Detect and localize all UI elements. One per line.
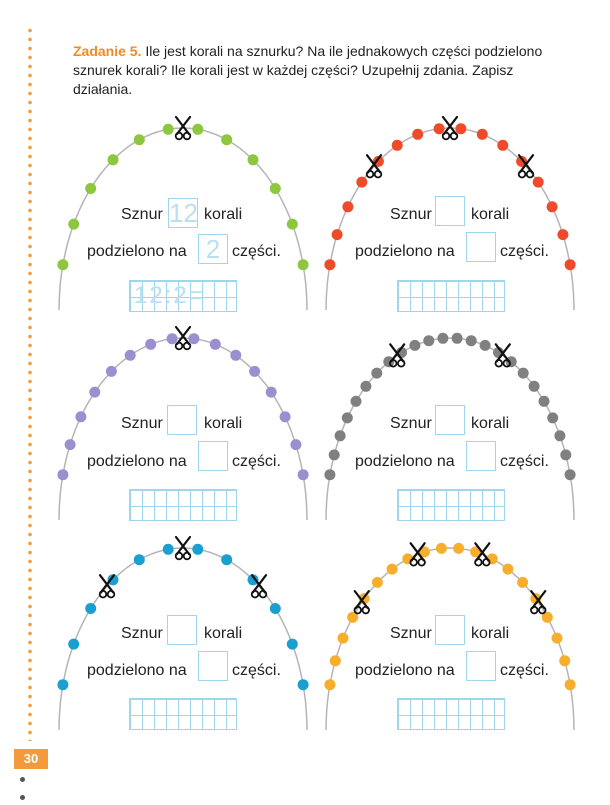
- line2-prefix: podzielono na: [87, 243, 187, 260]
- equation-grid[interactable]: [129, 489, 237, 521]
- line1-prefix: Sznur: [390, 625, 432, 642]
- line2-suffix: części.: [500, 453, 549, 470]
- bead: [466, 335, 477, 346]
- parts-box[interactable]: [466, 232, 496, 262]
- bead: [480, 340, 491, 351]
- equation-grid[interactable]: [129, 698, 237, 730]
- bead: [68, 639, 79, 650]
- parts-box[interactable]: [198, 234, 228, 264]
- bead-count-box[interactable]: [435, 196, 465, 226]
- bead: [497, 140, 508, 151]
- bead: [452, 333, 463, 344]
- page-number-wheels: [20, 769, 44, 773]
- line2-suffix: części.: [232, 662, 281, 679]
- bead: [409, 340, 420, 351]
- bead: [360, 381, 371, 392]
- line1-suffix: korali: [471, 206, 510, 223]
- bead: [332, 229, 343, 240]
- bead: [412, 129, 423, 140]
- bead: [453, 543, 464, 554]
- bead: [351, 396, 362, 407]
- line1-prefix: Sznur: [121, 625, 163, 642]
- bead: [248, 154, 259, 165]
- bead: [134, 134, 145, 145]
- line1-suffix: korali: [204, 415, 243, 432]
- line2-prefix: podzielono na: [87, 453, 187, 470]
- bead: [502, 564, 513, 575]
- line2-suffix: części.: [500, 662, 549, 679]
- bead: [335, 430, 346, 441]
- bead: [57, 469, 68, 480]
- bead: [560, 449, 571, 460]
- bead: [57, 679, 68, 690]
- bead: [287, 639, 298, 650]
- bead: [437, 333, 448, 344]
- bead: [517, 577, 528, 588]
- bead: [221, 134, 232, 145]
- equation-grid[interactable]: [397, 280, 505, 312]
- bead: [529, 381, 540, 392]
- parts-hint: 2: [205, 234, 221, 264]
- line1-prefix: Sznur: [121, 415, 163, 432]
- equation-grid[interactable]: [397, 489, 505, 521]
- bead: [134, 554, 145, 565]
- line2-suffix: części.: [232, 243, 281, 260]
- bead: [372, 577, 383, 588]
- bead: [57, 259, 68, 270]
- bead: [290, 439, 301, 450]
- bead: [75, 411, 86, 422]
- bead: [387, 564, 398, 575]
- bead: [68, 219, 79, 230]
- bead: [125, 350, 136, 361]
- line2-prefix: podzielono na: [355, 453, 455, 470]
- equation-grid[interactable]: [129, 280, 237, 312]
- bead: [89, 387, 100, 398]
- bead-count-hint: 12: [169, 198, 198, 228]
- bead: [280, 411, 291, 422]
- task-label: Zadanie 5.: [73, 43, 142, 59]
- bead: [518, 368, 529, 379]
- bead-count-box[interactable]: [435, 405, 465, 435]
- bead: [477, 129, 488, 140]
- bead: [298, 469, 309, 480]
- bead: [356, 177, 367, 188]
- bead: [106, 366, 117, 377]
- bead: [192, 544, 203, 555]
- bead: [554, 430, 565, 441]
- bead: [324, 679, 335, 690]
- line1-prefix: Sznur: [121, 206, 163, 223]
- bead: [533, 177, 544, 188]
- bead: [221, 554, 232, 565]
- line1-suffix: korali: [204, 206, 243, 223]
- bead: [392, 140, 403, 151]
- bead: [455, 123, 466, 134]
- bead: [324, 259, 335, 270]
- bead: [547, 201, 558, 212]
- bead: [434, 123, 445, 134]
- bead: [565, 469, 576, 480]
- bead: [557, 229, 568, 240]
- bead: [298, 679, 309, 690]
- bead: [539, 396, 550, 407]
- bead: [163, 544, 174, 555]
- line1-prefix: Sznur: [390, 415, 432, 432]
- bead: [210, 339, 221, 350]
- bead: [145, 339, 156, 350]
- bead: [249, 366, 260, 377]
- bead: [298, 259, 309, 270]
- bead: [163, 124, 174, 135]
- bead: [270, 603, 281, 614]
- line1-suffix: korali: [471, 415, 510, 432]
- bead: [188, 333, 199, 344]
- bead: [108, 154, 119, 165]
- bead: [329, 449, 340, 460]
- bead: [342, 412, 353, 423]
- line1-prefix: Sznur: [390, 206, 432, 223]
- bead: [287, 219, 298, 230]
- parts-box[interactable]: [198, 441, 228, 471]
- bead: [552, 633, 563, 644]
- bead: [324, 469, 335, 480]
- bead: [330, 655, 341, 666]
- line1-suffix: korali: [204, 625, 243, 642]
- bead: [65, 439, 76, 450]
- bead: [547, 412, 558, 423]
- bead-count-box[interactable]: [435, 615, 465, 645]
- line2-suffix: części.: [232, 453, 281, 470]
- bead: [565, 259, 576, 270]
- task-text: Ile jest korali na sznurku? Na ile jednakowych części podzielono sznurek korali? Ile korali jest w każdej części? Uzupełnij zdania. Zapisz działania.: [73, 43, 543, 97]
- bead: [565, 679, 576, 690]
- line2-prefix: podzielono na: [87, 662, 187, 679]
- bead: [192, 124, 203, 135]
- bead: [423, 335, 434, 346]
- line1-suffix: korali: [471, 625, 510, 642]
- bead: [342, 201, 353, 212]
- parts-box[interactable]: [466, 441, 496, 471]
- parts-box[interactable]: [466, 651, 496, 681]
- bead: [371, 368, 382, 379]
- line2-suffix: części.: [500, 243, 549, 260]
- line2-prefix: podzielono na: [355, 662, 455, 679]
- bead: [230, 350, 241, 361]
- equation-grid[interactable]: [397, 698, 505, 730]
- bead: [270, 183, 281, 194]
- bead: [338, 633, 349, 644]
- page-number: 30: [14, 749, 48, 769]
- bead: [85, 603, 96, 614]
- line2-prefix: podzielono na: [355, 243, 455, 260]
- bead-count-box[interactable]: [167, 405, 197, 435]
- bead: [266, 387, 277, 398]
- bead-count-box[interactable]: [167, 615, 197, 645]
- parts-box[interactable]: [198, 651, 228, 681]
- bead: [85, 183, 96, 194]
- bead: [167, 333, 178, 344]
- equation-hint: 12:2=: [134, 282, 205, 309]
- bead: [559, 655, 570, 666]
- bead: [436, 543, 447, 554]
- bead-count-box[interactable]: [168, 198, 198, 228]
